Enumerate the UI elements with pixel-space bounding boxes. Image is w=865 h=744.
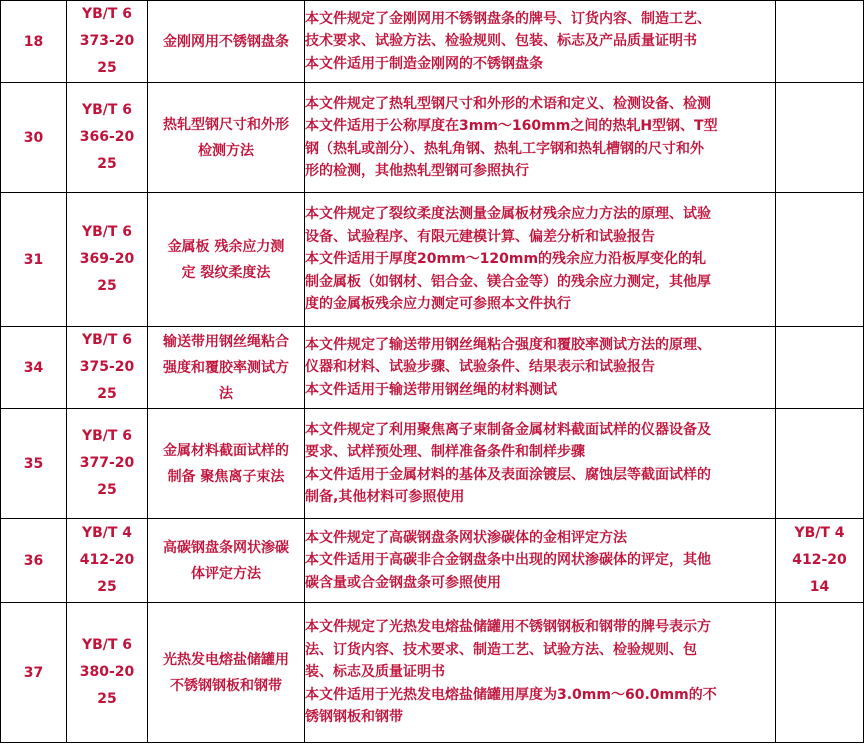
row-number: 35 (1, 409, 67, 519)
standard-scope-line: 制备,其他材料可参照使用 (305, 489, 465, 505)
standard-code-line: YB/T 6 (81, 428, 133, 444)
standard-code-line: 369-20 (79, 251, 135, 267)
row-number: 36 (1, 519, 67, 603)
standard-scope-line: 技术要求、试验方法、检验规则、包装、标志及产品质量证明书 (305, 33, 697, 50)
standard-scope (305, 603, 776, 743)
standard-scope (305, 409, 776, 519)
standard-code (67, 83, 148, 193)
table-row (1, 327, 864, 409)
standard-code-line: YB/T 6 (81, 637, 133, 653)
standard-code-line: 380-20 (79, 664, 135, 680)
standard-scope-line: 本文件适用于厚度20mm～120mm的残余应力沿板厚变化的轧 (305, 251, 707, 268)
standard-scope-line: 本文件规定了裂纹柔度法测量金属板材残余应力方法的原理、试验 (305, 206, 711, 223)
standard-scope-line: 本文件适用于高碳非合金钢盘条中出现的网状渗碳体的评定，其他 (305, 552, 711, 569)
standard-scope-line: 仪器和材料、试验步骤、试验条件、结果表示和试验报告 (305, 359, 655, 376)
row-number: 34 (1, 327, 67, 409)
standard-code-line: 25 (97, 386, 117, 402)
standard-scope-line: 本文件规定了金刚网用不锈钢盘条的牌号、订货内容、制造工艺、 (305, 10, 711, 27)
standard-scope-line: 本文件适用于光热发电熔盐储罐用厚度为3.0mm～60.0mm的不 (305, 686, 717, 703)
replaced-standard (776, 83, 864, 193)
standard-scope-line: 本文件适用于输送带用钢丝绳的材料测试 (305, 381, 557, 398)
standard-code-line: 366-20 (79, 129, 135, 145)
standard-name-line: 法 (219, 385, 233, 402)
standard-name-line: 高碳钢盘条网状渗碳 (163, 539, 289, 556)
standard-scope-line: 设备、试验程序、有限元建模计算、偏差分析和试验报告 (305, 228, 655, 245)
row-number: 31 (1, 193, 67, 327)
standard-scope-line: 本文件规定了光热发电熔盐储罐用不锈钢钢板和钢带的牌号表示方 (305, 619, 711, 636)
standard-name (148, 193, 305, 327)
standard-code (67, 327, 148, 409)
standard-code-line: 25 (97, 579, 117, 595)
replaced-standard (776, 603, 864, 743)
row-number: 18 (1, 1, 67, 83)
standard-scope (305, 1, 776, 83)
standard-name-line: 金刚网用不锈钢盘条 (163, 33, 289, 50)
table-row (1, 83, 864, 193)
standard-name-line: 光热发电熔盐储罐用 (163, 651, 289, 668)
row-number: 37 (1, 603, 67, 743)
standard-name (148, 1, 305, 83)
standard-scope-line: 本文件规定了输送带用钢丝绳粘合强度和覆胶率测试方法的原理、 (305, 336, 711, 353)
standard-scope-line: 本文件适用于制造金刚网的不锈钢盘条 (305, 55, 543, 72)
standard-scope-line: 本文件适用于公称厚度在3mm～160mm之间的热轧H型钢、T型 (305, 118, 718, 134)
standard-scope (305, 83, 776, 193)
standard-scope (305, 193, 776, 327)
standard-scope-line: 本文件适用于金属材料的基体及表面涂镀层、腐蚀层等截面试样的 (305, 466, 711, 483)
standard-code-line: 25 (97, 60, 117, 76)
standard-code-line: 25 (97, 278, 117, 294)
replaced-standard (776, 1, 864, 83)
standard-code-line: YB/T 6 (81, 224, 133, 240)
standard-code-line: YB/T 6 (81, 6, 133, 22)
standard-name-line: 金属板 残余应力测 (167, 238, 285, 255)
row-number: 30 (1, 83, 67, 193)
standard-name-line: 检测方法 (198, 142, 254, 159)
standard-code-line: 25 (97, 156, 117, 172)
table-row (1, 409, 864, 519)
standard-name-line: 不锈钢钢板和钢带 (170, 677, 282, 694)
standard-scope (305, 519, 776, 603)
standard-scope-line: 度的金属板残余应力测定可参照本文件执行 (305, 296, 571, 313)
standard-scope-line: 碳含量或合金钢盘条可参照使用 (305, 574, 501, 591)
table-row (1, 519, 864, 603)
standard-scope (305, 327, 776, 409)
standard-code (67, 1, 148, 83)
standard-name-line: 热轧型钢尺寸和外形 (163, 116, 289, 133)
standard-code (67, 409, 148, 519)
standard-name-line: 体评定方法 (191, 565, 261, 582)
standard-name (148, 83, 305, 193)
replaced-standard-line: 412-20 (792, 552, 847, 568)
standard-code-line: 377-20 (79, 455, 135, 471)
table-row (1, 603, 864, 743)
standard-code (67, 519, 148, 603)
standard-code-line: 375-20 (79, 359, 135, 375)
standard-scope-line: 要求、试样预处理、制样准备条件和制样步骤 (305, 444, 585, 460)
replaced-standard (776, 409, 864, 519)
standard-scope-line: 形的检测，其他热轧型钢可参照执行 (305, 163, 529, 179)
replaced-standard-line: YB/T 4 (794, 525, 845, 541)
standard-name (148, 603, 305, 743)
standard-code-line: 25 (97, 482, 117, 498)
standard-name-line: 制备 聚焦离子束法 (167, 468, 285, 485)
standard-name (148, 519, 305, 603)
replaced-standard (776, 193, 864, 327)
standard-scope-line: 制金属板（如钢材、铝合金、镁合金等）的残余应力测定，其他厚 (305, 273, 711, 290)
standard-code (67, 193, 148, 327)
standard-code-line: YB/T 4 (81, 525, 133, 541)
standard-scope-line: 装、标志及质量证明书 (305, 664, 445, 681)
standard-name-line: 输送带用钢丝绳粘合 (163, 333, 289, 350)
replaced-standard-line: 14 (809, 579, 830, 595)
standard-scope-line: 本文件规定了高碳钢盘条网状渗碳体的金相评定方法 (305, 529, 627, 546)
standard-code-line: 25 (97, 691, 117, 707)
standard-scope-line: 法、订货内容、技术要求、制造工艺、试验方法、检验规则、包 (305, 641, 697, 658)
standard-name-line: 金属材料截面试样的 (163, 442, 289, 459)
standard-scope-line: 本文件规定了热轧型钢尺寸和外形的术语和定义、检测设备、检测 (305, 95, 711, 112)
standard-scope-line: 锈钢钢板和钢带 (305, 709, 403, 726)
standard-name (148, 327, 305, 409)
table-row (1, 193, 864, 327)
standard-name-line: 强度和覆胶率测试方 (163, 359, 289, 376)
standard-name-line: 定 裂纹柔度法 (181, 264, 271, 281)
standard-scope-line: 本文件规定了利用聚焦离子束制备金属材料截面试样的仪器设备及 (305, 421, 711, 438)
replaced-standard (776, 327, 864, 409)
standard-code-line: 412-20 (79, 552, 135, 568)
standard-name (148, 409, 305, 519)
standard-code-line: YB/T 6 (81, 332, 133, 348)
table-row (1, 1, 864, 83)
standards-table-body (1, 1, 864, 743)
standard-code-line: 373-20 (79, 33, 135, 49)
standard-code-line: YB/T 6 (81, 102, 133, 118)
replaced-standard (776, 519, 864, 603)
standard-code (67, 603, 148, 743)
standard-scope-line: 钢（热轧或剖分）、热轧角钢、热轧工字钢和热轧槽钢的尺寸和外 (305, 140, 704, 157)
